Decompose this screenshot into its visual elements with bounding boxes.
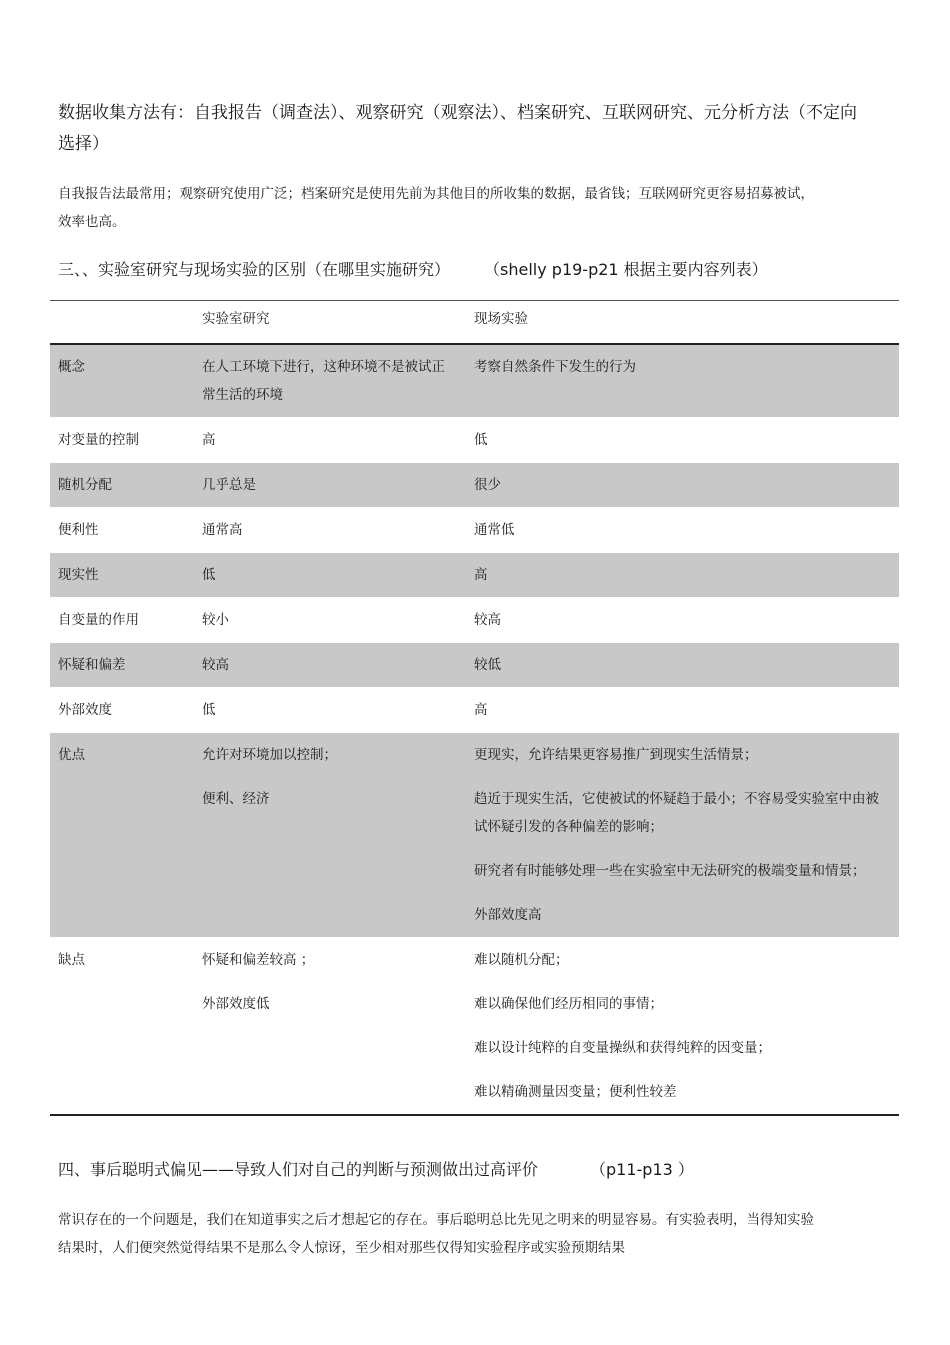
lab-cell-line: 高 — [202, 432, 216, 448]
table-row — [50, 688, 899, 733]
row-label: 现实性 — [50, 553, 194, 598]
field-cell — [466, 938, 899, 1116]
field-cell-line: 低 — [474, 432, 488, 448]
field-cell-line: 外部效度高 — [474, 907, 542, 923]
lab-cell — [194, 508, 466, 553]
field-cell — [466, 418, 899, 463]
header-field-experiment: 现场实验 — [466, 301, 899, 345]
field-cell-line: 难以随机分配； — [474, 952, 569, 968]
table-row — [50, 344, 899, 418]
table-row — [50, 733, 899, 938]
field-cell-line: 高 — [474, 702, 488, 718]
field-cell-line: 高 — [474, 567, 488, 583]
field-cell — [466, 643, 899, 688]
lab-cell-line: 怀疑和偏差较高 ； — [202, 952, 315, 968]
section-4-reference: （p11-p13 ） — [590, 1160, 694, 1179]
table-row — [50, 643, 899, 688]
lab-cell-line: 低 — [202, 567, 216, 583]
field-cell — [466, 508, 899, 553]
lab-cell-line: 通常高 — [202, 522, 243, 538]
table-header-row — [50, 301, 899, 345]
lab-cell-line: 外部效度低 — [202, 996, 270, 1012]
row-label: 缺点 — [50, 938, 194, 1116]
lab-cell — [194, 733, 466, 938]
lab-cell — [194, 688, 466, 733]
row-label: 概念 — [50, 344, 194, 418]
row-label: 对变量的控制 — [50, 418, 194, 463]
lab-cell-line: 在人工环境下进行，这种环境不是被试正常生活的环境 — [202, 359, 445, 403]
field-cell-line: 通常低 — [474, 522, 515, 538]
field-cell-line: 研究者有时能够处理一些在实验室中无法研究的极端变量和情景； — [474, 863, 866, 879]
row-label: 怀疑和偏差 — [50, 643, 194, 688]
table-row — [50, 553, 899, 598]
field-cell — [466, 344, 899, 418]
lab-cell — [194, 553, 466, 598]
table-row — [50, 938, 899, 1116]
lab-cell — [194, 938, 466, 1116]
lab-cell — [194, 598, 466, 643]
row-label: 优点 — [50, 733, 194, 938]
hindsight-bias-paragraph: 常识存在的一个问题是，我们在知道事实之后才想起它的存在。事后聪明总比先见之明来的明显容易。有实验表明，当得知实验结果时，人们便突然觉得结果不是那么令人惊讶，至少相对那些仅得知实验程序或实验预期结果 — [58, 1212, 814, 1256]
lab-cell-line: 允许对环境加以控制； — [202, 747, 337, 763]
table-body — [50, 344, 899, 1115]
field-cell — [466, 463, 899, 508]
field-cell — [466, 553, 899, 598]
lab-cell — [194, 344, 466, 418]
data-collection-methods-paragraph: 数据收集方法有：自我报告（调查法）、观察研究（观察法）、档案研究、互联网研究、元分析方法（不定向选择） — [58, 103, 857, 154]
row-label: 随机分配 — [50, 463, 194, 508]
lab-cell — [194, 463, 466, 508]
lab-cell-line: 几乎总是 — [202, 477, 256, 493]
section-3-title: 三、、实验室研究与现场实验的区别（在哪里实施研究） — [58, 260, 451, 279]
field-cell — [466, 688, 899, 733]
lab-vs-field-table — [50, 300, 899, 1116]
methods-notes-paragraph: 自我报告法最常用；观察研究使用广泛；档案研究是使用先前为其他目的所收集的数据，最省钱；互联网研究更容易招募被试，效率也高。 — [58, 186, 814, 230]
table-row — [50, 508, 899, 553]
field-cell-line: 很少 — [474, 477, 501, 493]
field-cell-line: 较高 — [474, 612, 501, 628]
field-cell-line: 考察自然条件下发生的行为 — [474, 359, 636, 375]
lab-cell-line: 较小 — [202, 612, 229, 628]
field-cell-line: 趋近于现实生活，它使被试的怀疑趋于最小；不容易受实验室中由被试怀疑引发的各种偏差的影响； — [474, 791, 879, 835]
section-3-reference: （shelly p19-p21 根据主要内容列表） — [492, 260, 768, 279]
field-cell-line: 难以确保他们经历相同的事情； — [474, 996, 663, 1012]
field-cell — [466, 733, 899, 938]
field-cell-line: 更现实，允许结果更容易推广到现实生活情景； — [474, 747, 758, 763]
row-label: 外部效度 — [50, 688, 194, 733]
row-label: 自变量的作用 — [50, 598, 194, 643]
lab-cell-line: 低 — [202, 702, 216, 718]
field-cell-line: 较低 — [474, 657, 501, 673]
header-blank — [50, 301, 194, 345]
row-label: 便利性 — [50, 508, 194, 553]
section-4-title: 四、事后聪明式偏见——导致人们对自己的判断与预测做出过高评价 — [58, 1160, 539, 1179]
lab-cell-line: 较高 — [202, 657, 229, 673]
field-cell — [466, 598, 899, 643]
header-lab-research: 实验室研究 — [194, 301, 466, 345]
field-cell-line: 难以精确测量因变量；便利性较差 — [474, 1084, 677, 1100]
lab-cell — [194, 418, 466, 463]
section-4-heading — [58, 1156, 918, 1184]
table-row — [50, 463, 899, 508]
table-row — [50, 418, 899, 463]
table-row — [50, 598, 899, 643]
lab-cell — [194, 643, 466, 688]
lab-cell-line: 便利、经济 — [202, 791, 270, 807]
field-cell-line: 难以设计纯粹的自变量操纵和获得纯粹的因变量； — [474, 1040, 771, 1056]
section-3-heading — [58, 256, 918, 284]
